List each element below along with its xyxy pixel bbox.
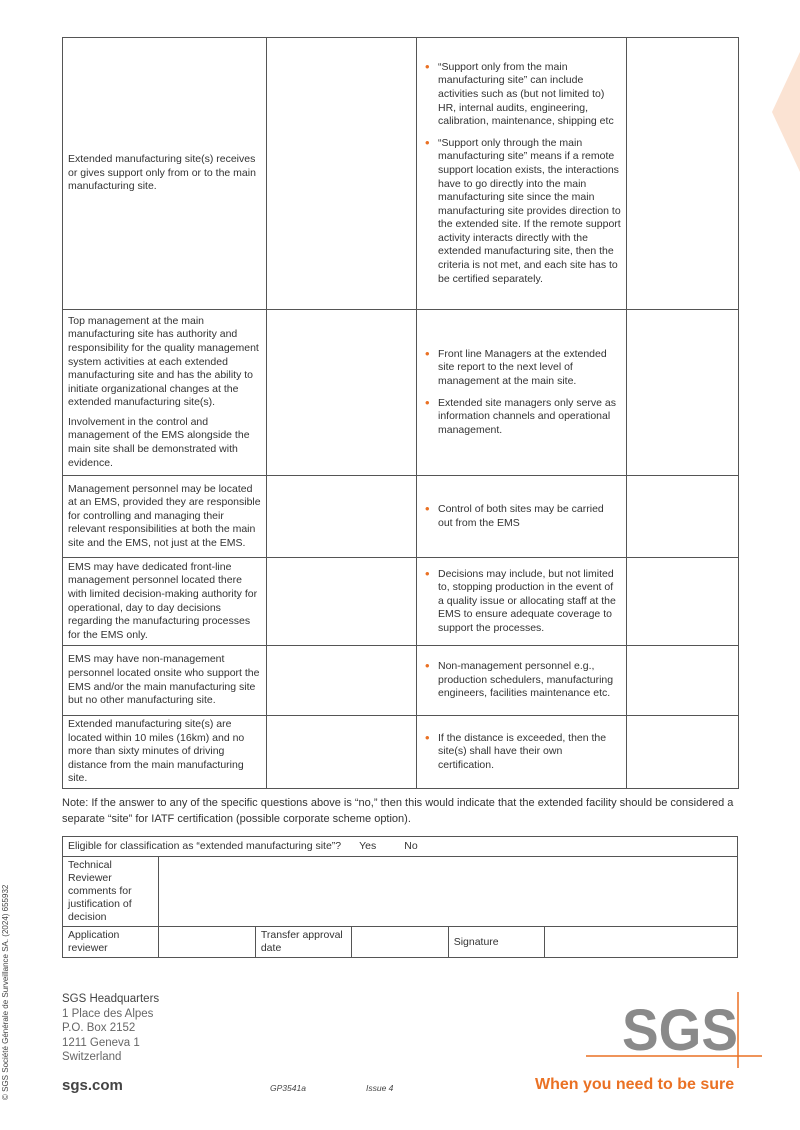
response-cell[interactable]: [267, 646, 417, 716]
address-line: 1 Place des Alpes: [62, 1007, 154, 1020]
criteria-row: [63, 38, 739, 310]
requirement-cell: [63, 558, 267, 646]
guidance-cell: [417, 38, 627, 310]
criteria-table: [62, 37, 739, 789]
no-option[interactable]: No: [404, 840, 418, 852]
response-cell[interactable]: [267, 38, 417, 310]
signature-label: Signature: [448, 927, 544, 958]
requirement-text: Management personnel may be located at an EMS, provided they are responsible for controlling and managing their relevant responsibilities at both the main site and the EMS, not just at the EMS.: [68, 482, 261, 549]
requirement-text: Extended manufacturing site(s) receives or gives support only from or to the main manufacturing site.: [68, 153, 256, 193]
requirement-cell: [63, 38, 267, 310]
guidance-cell: [417, 558, 627, 646]
requirement-text: EMS may have non-management personnel located onsite who support the EMS and/or the main manufacturing site but no other manufacturing site.: [68, 653, 260, 707]
address-line: P.O. Box 2152: [62, 1022, 136, 1035]
criteria-row: [63, 716, 739, 789]
guidance-list: [425, 348, 621, 438]
guidance-list: [425, 660, 621, 701]
criteria-row: [63, 646, 739, 716]
guidance-item: • Decisions may include, but not limited to, stopping production in the event of a quality issue or allocating staff at the EMS to ensure adequate coverage to support the processes.: [425, 568, 621, 636]
tagline: When you need to be sure: [535, 1076, 735, 1093]
response-cell[interactable]: [267, 476, 417, 558]
response-cell[interactable]: [267, 310, 417, 476]
eligibility-question: Eligible for classification as “extended manufacturing site”?: [68, 840, 342, 852]
application-reviewer-label: Application reviewer: [63, 927, 159, 958]
document-code: GP3541a: [270, 1083, 306, 1093]
logo-wordmark: SGS: [622, 998, 738, 1063]
comments-cell[interactable]: [627, 310, 739, 476]
guidance-item: • “Support only through the main manufacturing site” means if a remote support location exists, the interactions have to go directly into the main manufacturing site since the main manufacturing site provides direction to the extended site. If the remote support activity interacts directly with the extended manufacturing site, then the criteria is not met, and each site has to be certified separately.: [425, 137, 621, 287]
guidance-item: • Extended site managers only serve as information channels and operational management.: [425, 397, 621, 438]
hq-title: SGS Headquarters: [62, 993, 160, 1005]
requirement-text: EMS may have dedicated front-line management personnel located there with limited decision-making authority for operational, day to day decisions regarding the manufacturing processes for the EMS only.: [68, 560, 258, 641]
eligibility-table: [62, 836, 738, 958]
guidance-cell: [417, 310, 627, 476]
reviewer-comments-row: [63, 857, 738, 927]
guidance-item: • Front line Managers at the extended site report to the next level of management at the main site.: [425, 348, 621, 389]
issue-number: Issue 4: [366, 1083, 394, 1093]
requirement-cell: [63, 310, 267, 476]
response-cell[interactable]: [267, 558, 417, 646]
address-line: Switzerland: [62, 1051, 122, 1064]
comments-cell[interactable]: [627, 646, 739, 716]
requirement-text: Involvement in the control and management of the EMS alongside the main site shall be demonstrated with evidence.: [68, 415, 250, 469]
copyright-notice: © SGS Société Générale de Surveillance SA. (2024) 655932: [1, 884, 10, 1100]
website-link[interactable]: sgs.com: [62, 1077, 123, 1094]
requirement-text: Extended manufacturing site(s) are located within 10 miles (16km) and no more than sixty minutes of driving distance from the main manufacturing site.: [68, 718, 245, 785]
criteria-row: [63, 558, 739, 646]
response-cell[interactable]: [267, 716, 417, 789]
guidance-item: • Control of both sites may be carried out from the EMS: [425, 503, 621, 530]
guidance-item: • “Support only from the main manufacturing site” can include activities such as (but not limited to) HR, internal audits, engineering, calibration, maintenance, shipping etc: [425, 61, 621, 129]
note-text: Note: If the answer to any of the specific questions above is “no,” then this would indicate that the extended facility should be considered a separate “site” for IATF certification (possible corporate scheme option).: [62, 797, 734, 825]
guidance-cell: [417, 716, 627, 789]
application-reviewer-field[interactable]: [159, 927, 255, 958]
guidance-cell: [417, 646, 627, 716]
criteria-row: [63, 310, 739, 476]
guidance-list: [425, 732, 621, 773]
requirement-text: Top management at the main manufacturing site has authority and responsibility for the quality management system activities at each extended manufacturing site and has the ability to initiate organizational changes at the extended manufacturing site(s).: [68, 314, 259, 409]
transfer-date-field[interactable]: [352, 927, 448, 958]
eligibility-question-row: [63, 837, 738, 857]
address-line: 1211 Geneva 1: [62, 1036, 140, 1049]
comments-cell[interactable]: [627, 476, 739, 558]
guidance-item: • If the distance is exceeded, then the site(s) shall have their own certification.: [425, 732, 621, 773]
guidance-list: [425, 503, 621, 530]
transfer-date-label: Transfer approval date: [255, 927, 351, 958]
guidance-cell: [417, 476, 627, 558]
reviewer-comments-field[interactable]: [159, 857, 738, 927]
signature-field[interactable]: [545, 927, 738, 958]
yes-option[interactable]: Yes: [359, 840, 377, 852]
criteria-row: [63, 476, 739, 558]
approval-row: [63, 927, 738, 958]
hq-address-block: [62, 992, 159, 1065]
page-corner-tab-decoration: [770, 52, 800, 172]
requirement-cell: [63, 716, 267, 789]
guidance-list: [425, 568, 621, 636]
requirement-cell: [63, 476, 267, 558]
comments-cell[interactable]: [627, 558, 739, 646]
reviewer-comments-label: Technical Reviewer comments for justification of decision: [63, 857, 159, 927]
comments-cell[interactable]: [627, 38, 739, 310]
guidance-list: [425, 61, 621, 287]
requirement-cell: [63, 646, 267, 716]
sgs-logo: [586, 992, 762, 1068]
comments-cell[interactable]: [627, 716, 739, 789]
guidance-item: • Non-management personnel e.g., production schedulers, manufacturing engineers, facilities maintenance etc.: [425, 660, 621, 701]
